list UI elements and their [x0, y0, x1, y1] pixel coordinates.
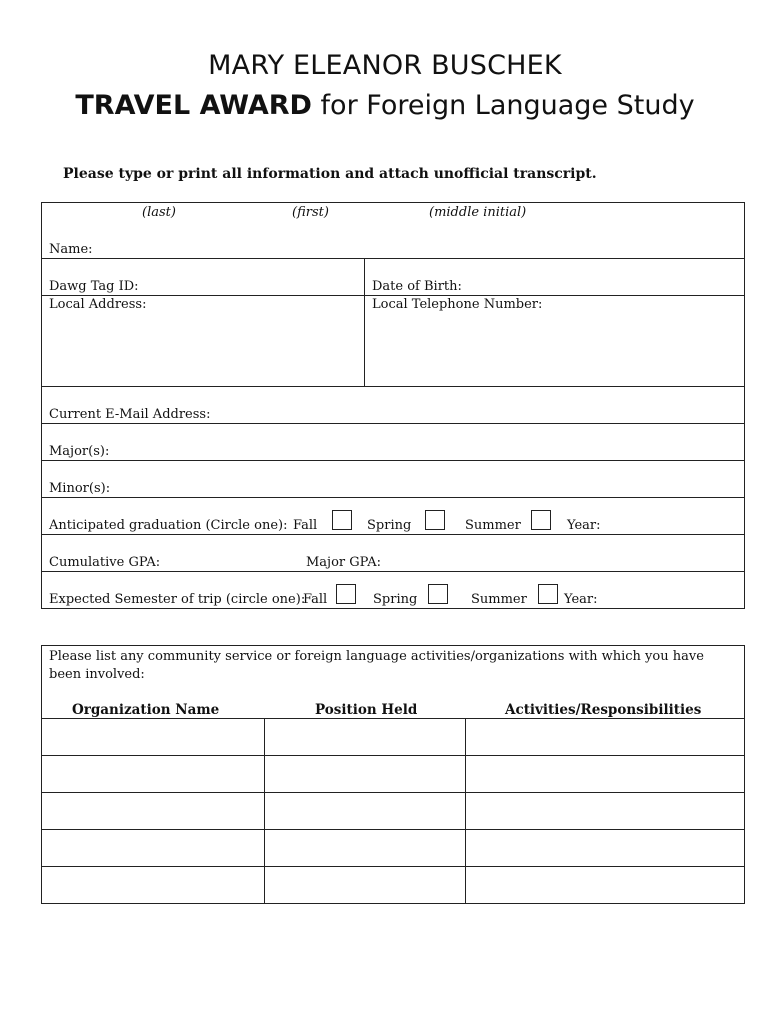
- column-divider: [364, 258, 365, 386]
- major-gpa-field[interactable]: Major GPA:: [306, 555, 381, 570]
- trip-summer-label: Summer: [471, 592, 527, 607]
- trip-year-field[interactable]: Year:: [564, 592, 598, 607]
- email-field[interactable]: Current E-Mail Address:: [49, 407, 211, 422]
- trip-spring-checkbox[interactable]: [428, 584, 448, 604]
- minor-field[interactable]: Minor(s):: [49, 481, 111, 496]
- table-row: [42, 866, 744, 867]
- activities-prompt: Please list any community service or foreign language activities/organizations with which you have been involved:: [49, 649, 704, 682]
- table-cell[interactable]: [466, 719, 744, 755]
- trip-spring-label: Spring: [373, 592, 418, 607]
- table-row: [42, 755, 744, 756]
- table-cell[interactable]: [265, 719, 465, 755]
- name-field[interactable]: Name:: [49, 242, 93, 257]
- title-line-2: [0, 90, 770, 121]
- table-cell[interactable]: [42, 719, 264, 755]
- grad-fall-label: Fall: [293, 518, 318, 533]
- grad-year-field[interactable]: Year:: [567, 518, 601, 533]
- row-divider: [42, 258, 744, 259]
- name-hint-first: (first): [292, 205, 329, 220]
- applicant-info-box: [41, 202, 745, 609]
- grad-spring-checkbox[interactable]: [425, 510, 445, 530]
- row-divider: [42, 295, 744, 296]
- title-award-bold: TRAVEL AWARD: [75, 90, 312, 121]
- column-header-organization: Organization Name: [72, 702, 220, 718]
- grad-spring-label: Spring: [367, 518, 412, 533]
- instructions: Please type or print all information and attach unofficial transcript.: [63, 166, 597, 182]
- table-row: [42, 792, 744, 793]
- grad-fall-checkbox[interactable]: [332, 510, 352, 530]
- title-award-rest: for Foreign Language Study: [311, 90, 695, 121]
- row-divider: [42, 460, 744, 461]
- grad-summer-checkbox[interactable]: [531, 510, 551, 530]
- column-header-activities: Activities/Responsibilities: [505, 702, 702, 718]
- trip-fall-label: Fall: [303, 592, 328, 607]
- row-divider: [42, 534, 744, 535]
- grad-label: Anticipated graduation (Circle one):: [49, 518, 288, 533]
- name-hint-middle: (middle initial): [429, 205, 527, 220]
- dob-field[interactable]: Date of Birth:: [372, 279, 462, 294]
- column-header-position: Position Held: [315, 702, 418, 718]
- trip-fall-checkbox[interactable]: [336, 584, 356, 604]
- activities-table: [41, 645, 745, 904]
- title-line-1: MARY ELEANOR BUSCHEK: [208, 50, 562, 81]
- row-divider: [42, 571, 744, 572]
- dawg-tag-field[interactable]: Dawg Tag ID:: [49, 279, 139, 294]
- local-phone-field[interactable]: Local Telephone Number:: [372, 297, 543, 312]
- row-divider: [42, 423, 744, 424]
- major-field[interactable]: Major(s):: [49, 444, 110, 459]
- local-address-field[interactable]: Local Address:: [49, 297, 147, 312]
- trip-summer-checkbox[interactable]: [538, 584, 558, 604]
- table-row: [42, 829, 744, 830]
- grad-summer-label: Summer: [465, 518, 521, 533]
- cumulative-gpa-field[interactable]: Cumulative GPA:: [49, 555, 161, 570]
- name-hint-last: (last): [142, 205, 176, 220]
- trip-label: Expected Semester of trip (circle one):: [49, 592, 306, 607]
- row-divider: [42, 386, 744, 387]
- row-divider: [42, 497, 744, 498]
